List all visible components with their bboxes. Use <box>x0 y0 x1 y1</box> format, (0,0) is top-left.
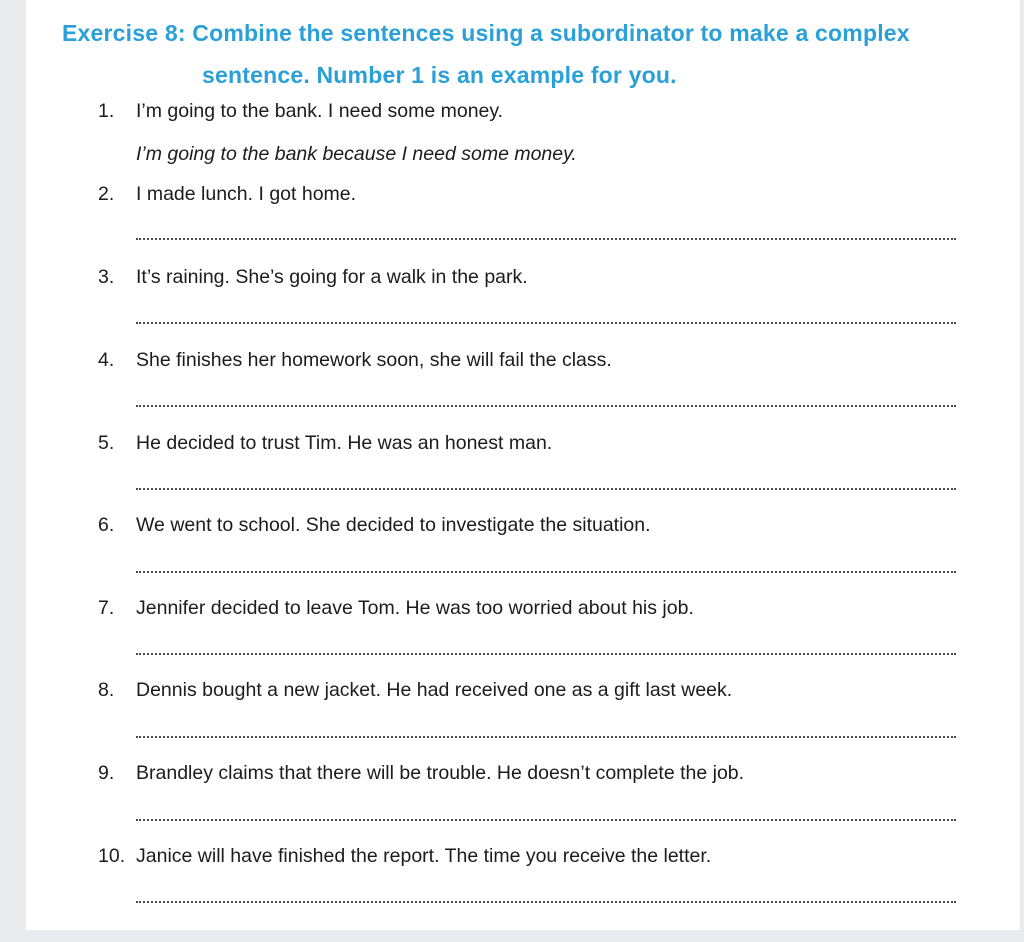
exercise-item-10 <box>98 845 711 868</box>
exercise-item-1 <box>98 100 503 123</box>
item-number: 1. <box>98 100 115 122</box>
exercise-title <box>62 12 1012 96</box>
item-number: 8. <box>98 679 115 701</box>
answer-line-3[interactable] <box>136 322 956 324</box>
exercise-item-7 <box>98 597 694 620</box>
item-text: He decided to trust Tim. He was an honest man. <box>136 432 553 454</box>
item-number: 6. <box>98 514 115 536</box>
item-text: Dennis bought a new jacket. He had received one as a gift last week. <box>136 679 733 701</box>
item-number: 3. <box>98 266 115 288</box>
exercise-item-9 <box>98 762 744 785</box>
item-number: 5. <box>98 432 115 454</box>
item-text: I made lunch. I got home. <box>136 183 357 205</box>
exercise-title-line2: sentence. Number 1 is an example for you. <box>202 62 677 88</box>
answer-line-10[interactable] <box>136 901 956 903</box>
answer-line-8[interactable] <box>136 736 956 738</box>
exercise-title-line1: Exercise 8: Combine the sentences using a subordinator to make a complex <box>62 20 910 46</box>
exercise-item-3 <box>98 266 528 289</box>
item-number: 2. <box>98 183 115 205</box>
item-number: 10. <box>98 845 126 867</box>
worksheet <box>26 0 1020 930</box>
item-text: She finishes her homework soon, she will fail the class. <box>136 349 612 371</box>
exercise-item-4 <box>98 349 612 372</box>
answer-line-5[interactable] <box>136 488 956 490</box>
item-text: Janice will have finished the report. The time you receive the letter. <box>136 845 712 867</box>
exercise-item-8 <box>98 679 732 702</box>
item-text: We went to school. She decided to investigate the situation. <box>136 514 651 536</box>
answer-line-4[interactable] <box>136 405 956 407</box>
exercise-item-5 <box>98 432 552 455</box>
answer-line-6[interactable] <box>136 571 956 573</box>
item-number: 4. <box>98 349 115 371</box>
answer-line-9[interactable] <box>136 819 956 821</box>
item-number: 9. <box>98 762 115 784</box>
item-text: I’m going to the bank. I need some money. <box>136 100 504 122</box>
answer-line-7[interactable] <box>136 653 956 655</box>
exercise-item-6 <box>98 514 651 537</box>
item-text: Jennifer decided to leave Tom. He was too worried about his job. <box>136 597 694 619</box>
answer-line-2[interactable] <box>136 238 956 240</box>
item-number: 7. <box>98 597 115 619</box>
item-text: Brandley claims that there will be trouble. He doesn’t complete the job. <box>136 762 745 784</box>
item-text: It’s raining. She’s going for a walk in the park. <box>136 266 528 288</box>
example-answer: I’m going to the bank because I need some money. <box>136 143 577 165</box>
exercise-item-2 <box>98 183 356 206</box>
